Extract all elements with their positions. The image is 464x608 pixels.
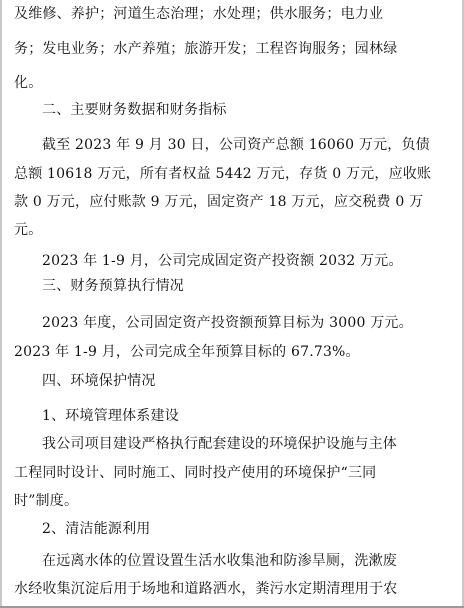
paragraph-budget-line-2: 2023 年 1-9 月，公司完成全年预算目标的 67.73%。 [14,344,360,360]
subheading-clean-energy: 2、清洁能源利用 [42,521,151,537]
paragraph-financial-line-3: 款 0 万元，应付账款 9 万元，固定资产 18 万元，应交税费 0 万 [14,194,424,210]
paragraph-investment: 2023 年 1-9 月，公司完成固定资产投资额 2032 万元。 [42,253,403,269]
section-heading-environment: 四、环境保护情况 [42,373,156,389]
paragraph-business-scope-line-1: 及维修、养护；河道生态治理；水处理；供水服务；电力业 [14,6,384,22]
paragraph-business-scope-line-3: 化。 [14,75,43,91]
subheading-management-system: 1、环境管理体系建设 [42,408,179,424]
section-heading-financial-data: 二、主要财务数据和财务指标 [42,102,227,118]
paragraph-financial-line-2: 总额 10618 万元，所有者权益 5442 万元，存货 0 万元，应收账 [14,166,432,182]
paragraph-environment-line-3: 时”制度。 [14,493,79,509]
paragraph-financial-line-4: 元。 [14,222,43,238]
section-heading-budget: 三、财务预算执行情况 [42,278,184,294]
paragraph-environment-line-1: 我公司项目建设严格执行配套建设的环境保护设施与主体 [42,436,397,452]
paragraph-business-scope-line-2: 务；发电业务；水产养殖；旅游开发；工程咨询服务；园林绿 [14,41,398,57]
page-border-left [0,0,2,608]
paragraph-financial-line-1: 截至 2023 年 9 月 30 日，公司资产总额 16060 万元，负债 [42,137,430,153]
paragraph-clean-energy-line-1: 在远离水体的位置设置生活水收集池和防渗旱厕，洗漱废 [42,553,397,569]
paragraph-clean-energy-line-2: 水经收集沉淀后用于场地和道路洒水，粪污水定期清理用于农 [14,581,398,597]
paragraph-environment-line-2: 工程同时设计、同时施工、同时投产使用的环境保护“三同 [14,465,377,481]
paragraph-budget-line-1: 2023 年度，公司固定资产投资额预算目标为 3000 万元。 [42,315,413,331]
